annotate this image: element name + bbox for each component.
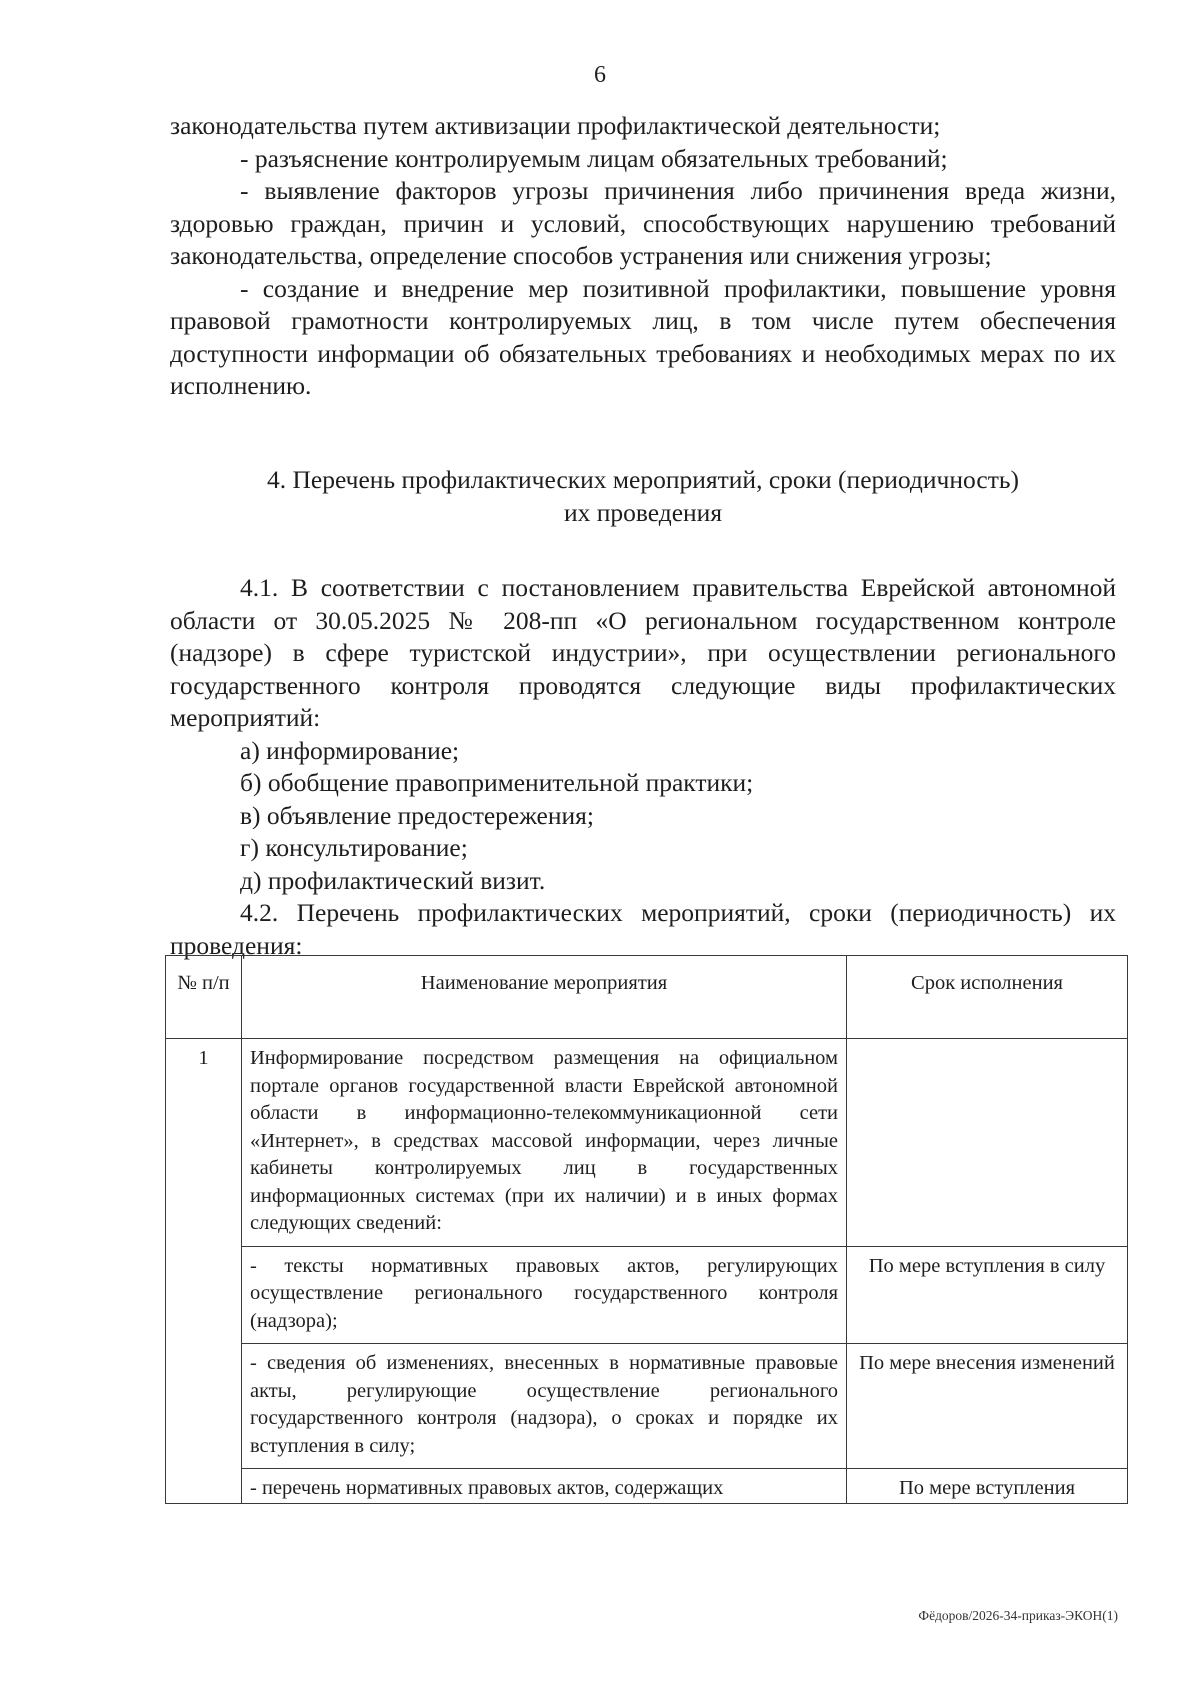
intro-text [170, 110, 1116, 403]
list-item: а) информирование; [240, 735, 460, 765]
table-row [166, 1246, 1128, 1344]
section-heading-line: 4. Перечень профилактических мероприятий, сроки (периодичность) [267, 465, 1019, 494]
table-header-row [166, 956, 1128, 1039]
section-heading-line: их проведения [563, 498, 723, 527]
table-row [166, 1344, 1128, 1469]
list-item: г) консультирование; [240, 833, 468, 862]
list-item: д) профилактический визит. [240, 865, 546, 895]
activity-term [847, 1039, 1128, 1247]
paragraph-4-1: 4.1. В соответствии с постановлением правительства Еврейской автономной области от 30.05.2025 № 208-пп «О региональном государственном контроле (надзоре) в сфере туристской индустрии», при осуществлении регионального государственного контроля проводятся следующие виды профилактических мероприятий: [170, 573, 1116, 732]
activity-name: - тексты нормативных правовых актов, регулирующих осуществление регионального государственного контроля (надзора); [242, 1246, 847, 1344]
list-item: в) объявление предостережения; [240, 800, 594, 830]
section-body [170, 572, 1116, 962]
paragraph: - разъяснение контролируемым лицам обязательных требований; [240, 143, 948, 173]
paragraph: - выявление факторов угрозы причинения либо причинения вреда жизни, здоровью граждан, причин и условий, способствующих нарушению требований законодательства, определение способов устранения или снижения угрозы; [170, 176, 1116, 270]
paragraph: - создание и внедрение мер позитивной профилактики, повышение уровня правовой грамотности контролируемых лиц, в том числе путем обеспечения доступности информации об обязательных требованиях и необходимых мерах по их исполнению. [170, 273, 1116, 400]
paragraph: законодательства путем активизации профилактической деятельности; [170, 111, 941, 140]
activity-name: - перечень нормативных правовых актов, содержащих [242, 1469, 847, 1504]
section-heading [170, 463, 1116, 529]
activity-name: - сведения об изменениях, внесенных в нормативные правовые акты, регулирующие осуществление регионального государственного контроля (надзора), о сроках и порядке их вступления в силу; [242, 1344, 847, 1469]
header-number: № п/п [166, 956, 242, 1039]
list-item: б) обобщение правоприменительной практики; [240, 768, 754, 797]
page-number: 6 [594, 62, 606, 88]
document-code: Фёдоров/2026-34-приказ-ЭКОН(1) [918, 1608, 1118, 1623]
activities-table [165, 955, 1128, 1504]
activity-term: По мере внесения изменений [847, 1344, 1128, 1469]
activity-name: Информирование посредством размещения на официальном портале органов государственной власти Еврейской автономной области в информационно-телекоммуникационной сети «Интернет», в средствах массовой информации, через личные кабинеты контролируемых лиц в государственных информационных системах (при их наличии) и в иных формах следующих сведений: [242, 1039, 847, 1247]
table-row [166, 1469, 1128, 1504]
header-name: Наименование мероприятия [242, 956, 847, 1039]
table-row [166, 1039, 1128, 1247]
header-term: Срок исполнения [847, 956, 1128, 1039]
activity-term: По мере вступления [847, 1469, 1128, 1504]
item-number: 1 [166, 1039, 242, 1504]
paragraph-4-2: 4.2. Перечень профилактических мероприятий, сроки (периодичность) их проведения: [170, 898, 1116, 960]
activity-term: По мере вступления в силу [847, 1246, 1128, 1344]
